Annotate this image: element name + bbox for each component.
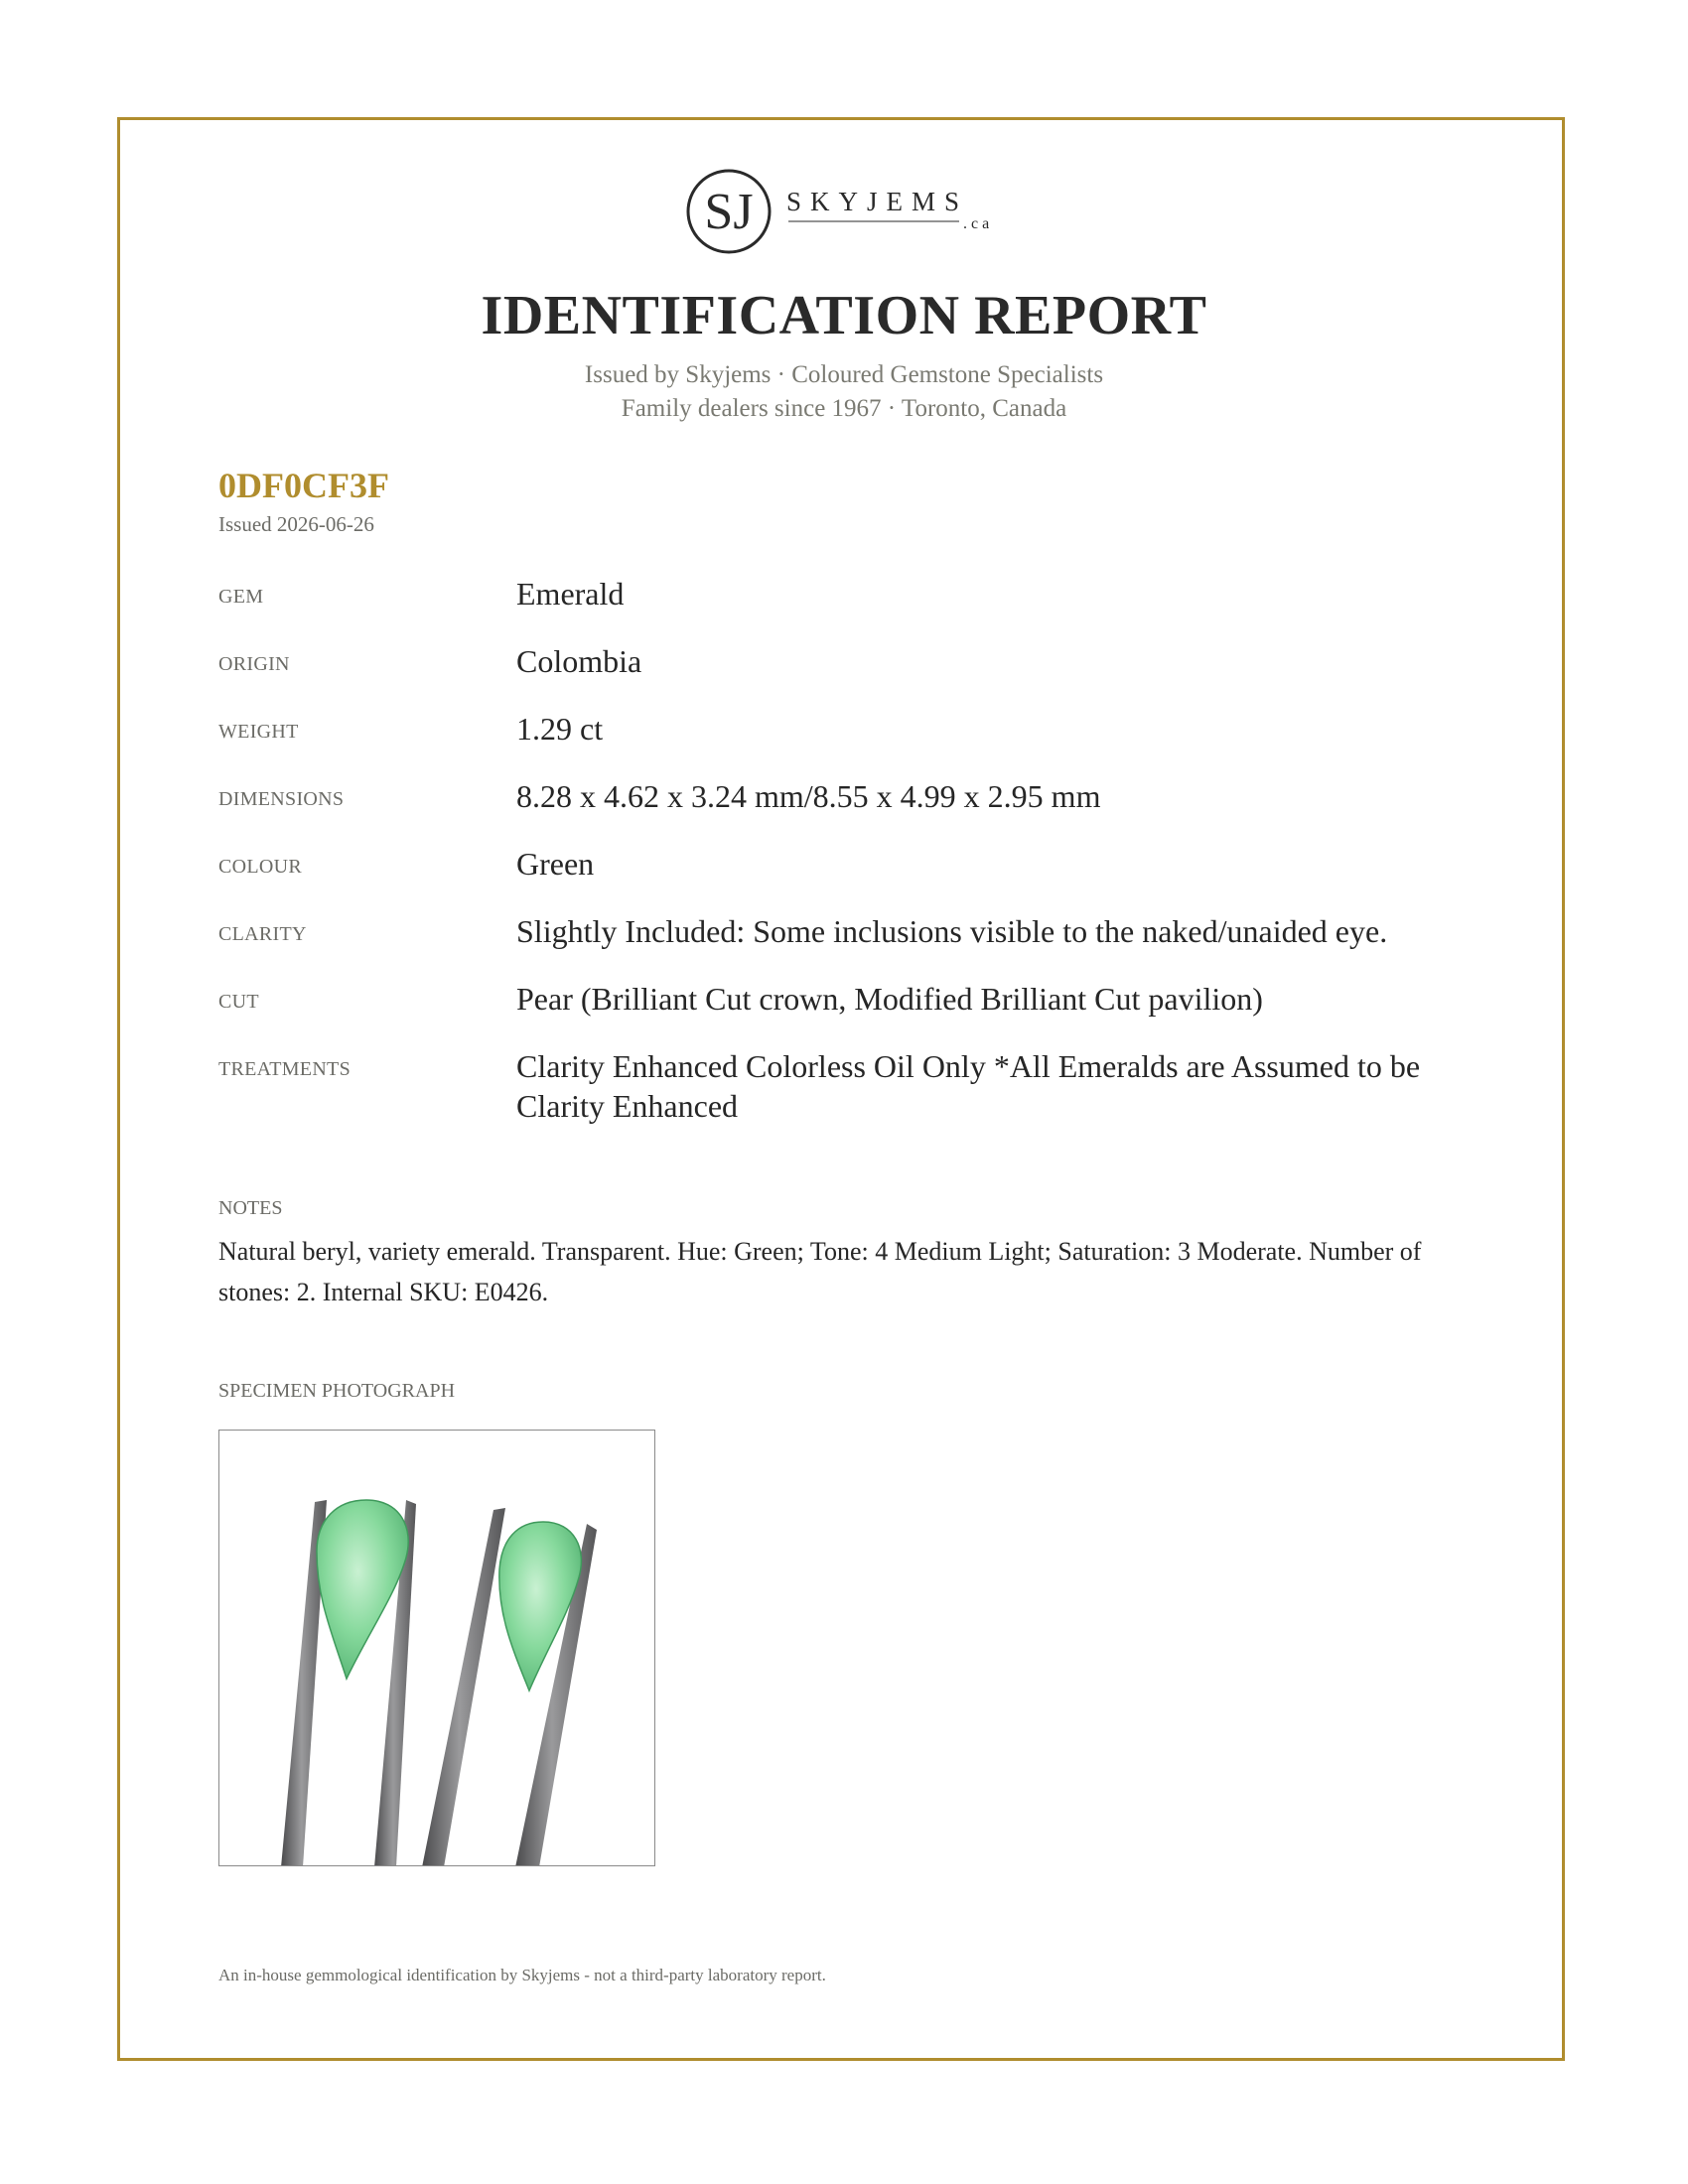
logo-monogram: SJ: [704, 184, 754, 240]
skyjems-logo: [685, 167, 1013, 262]
colour-value: Green: [516, 846, 595, 882]
report-id: 0DF0CF3F: [218, 466, 389, 505]
origin-label: ORIGIN: [218, 653, 290, 675]
gem-label: GEM: [218, 586, 264, 608]
dimensions-value: 8.28 x 4.62 x 3.24 mm/8.55 x 4.99 x 2.95 mm: [516, 778, 1101, 814]
weight-value: 1.29 ct: [516, 711, 604, 747]
colour-label: COLOUR: [218, 856, 303, 878]
logo-name: SKYJEMS: [786, 187, 969, 216]
clarity-label: CLARITY: [218, 923, 307, 945]
origin-value: Colombia: [516, 643, 642, 679]
cut-label: CUT: [218, 991, 259, 1013]
report-title: IDENTIFICATION REPORT: [481, 285, 1207, 346]
logo-domain: .ca: [963, 215, 994, 232]
issuer-line: Issued by Skyjems · Coloured Gemstone Specialists: [584, 361, 1104, 388]
specimen-photo-label: SPECIMEN PHOTOGRAPH: [218, 1380, 456, 1402]
specimen-photo: [218, 1430, 655, 1866]
dealer-line: Family dealers since 1967 · Toronto, Canada: [621, 395, 1067, 422]
notes-label: NOTES: [218, 1197, 283, 1219]
treatments-value: Clarity Enhanced Colorless Oil Only *All Emeralds are Assumed to be Clarity Enhanced: [516, 1048, 1421, 1124]
dimensions-label: DIMENSIONS: [218, 788, 345, 810]
issued-date: Issued 2026-06-26: [218, 512, 374, 536]
notes-text: Natural beryl, variety emerald. Transparent. Hue: Green; Tone: 4 Medium Light; Saturation: 3 Moderate. Number of stones: 2. Internal SKU: E0426.: [218, 1237, 1422, 1306]
treatments-label: TREATMENTS: [218, 1058, 351, 1080]
gem-value: Emerald: [516, 576, 625, 612]
clarity-value: Slightly Included: Some inclusions visible to the naked/unaided eye.: [516, 913, 1388, 949]
cut-value: Pear (Brilliant Cut crown, Modified Brilliant Cut pavilion): [516, 981, 1263, 1017]
footer-disclaimer: An in-house gemmological identification by Skyjems - not a third-party laboratory report.: [218, 1966, 826, 1984]
weight-label: WEIGHT: [218, 721, 299, 743]
